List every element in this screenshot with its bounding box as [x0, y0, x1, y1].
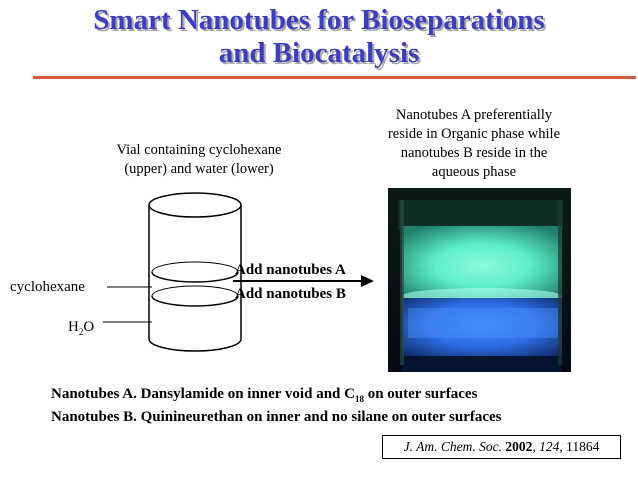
- water-label: [68, 318, 94, 341]
- citation-box: J. Am. Chem. Soc. 2002, 124, 11864: [382, 435, 621, 459]
- reaction-arrowhead: [361, 275, 374, 287]
- arrow-label-nanotubes-a: Add nanotubes A: [235, 262, 346, 278]
- vial-bottom: [149, 339, 241, 351]
- vial-caption-line: (upper) and water (lower): [124, 161, 274, 177]
- vial-rim: [149, 193, 241, 217]
- note-nanotubes-b: Nanotubes B. Quinineurethan on inner and no silane on outer surfaces: [51, 409, 502, 425]
- photo-caption: [350, 106, 598, 182]
- citation-volume: 124: [539, 439, 560, 454]
- vial-caption: [84, 141, 314, 179]
- water-label-main: H: [68, 319, 79, 335]
- note-a-text: Nanotubes A. Dansylamide on inner void and C: [51, 386, 355, 402]
- vial-caption-line: Vial containing cyclohexane: [116, 142, 282, 158]
- citation-journal: J. Am. Chem. Soc.: [403, 439, 502, 454]
- note-a-end: on outer surfaces: [363, 386, 478, 402]
- citation-year: 2002: [505, 439, 533, 454]
- photo-caption-line: reside in Organic phase while: [387, 126, 561, 142]
- slide-title: [0, 4, 638, 70]
- water-label-end: O: [83, 319, 95, 335]
- photo-caption-line: aqueous phase: [431, 164, 517, 180]
- photo-caption-line: Nanotubes A preferentially: [395, 107, 553, 123]
- water-interface: [152, 296, 238, 306]
- cyclohexane-label: cyclohexane: [10, 279, 85, 295]
- water-label-subscript: 2: [78, 327, 84, 337]
- title-line-1: Smart Nanotubes for Bioseparations: [93, 4, 545, 36]
- title-divider: [33, 76, 636, 79]
- citation-pages: , 11864: [559, 439, 600, 454]
- note-nanotubes-a: [51, 384, 477, 409]
- vial-photograph: [388, 188, 571, 372]
- arrow-label-nanotubes-b: Add nanotubes B: [235, 286, 346, 302]
- title-line-2: and Biocatalysis: [218, 37, 420, 69]
- water-interface-back: [152, 286, 238, 296]
- photo-caption-line: nanotubes B reside in the: [400, 145, 548, 161]
- note-a-subscript: 18: [354, 394, 364, 404]
- cyclohexane-surface: [152, 272, 238, 282]
- cyclohexane-surface-back: [152, 262, 238, 272]
